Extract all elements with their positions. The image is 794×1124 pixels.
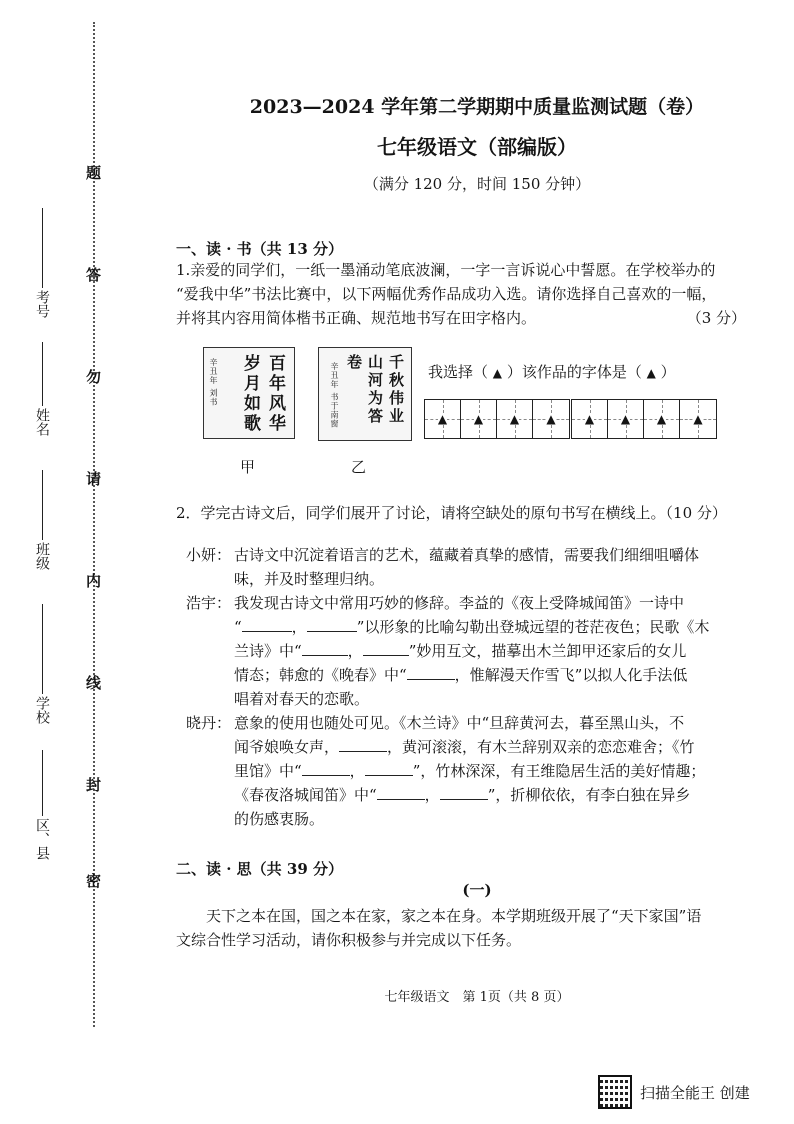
exam-number-field [32,206,52,322]
exam-number-blank[interactable] [42,208,43,288]
text-line: 味，并及时整理归纳。 [234,570,385,588]
label-b: 乙 [351,458,367,476]
poem-blank[interactable] [339,751,387,752]
work-b-seal: 辛丑年 书于南窗 [330,362,339,429]
q1-line: 1.亲爱的同学们，一纸一墨涌动笔底波澜，一字一言诉说心中誓愿。在学校举办的 [176,261,716,279]
text-line: 唱着对春天的恋歌。 [234,690,370,708]
text-line: 文综合性学习活动，请你积极参与并完成以下任务。 [176,931,522,949]
text-line: 古诗文中沉淀着语言的艺术，蕴藏着真挚的感情，需要我们细细咀嚼体 [234,546,700,564]
poem-blank[interactable] [407,679,455,680]
name-label: 姓名 [34,408,50,436]
poem-blank[interactable] [302,775,350,776]
calligraphy-work-a [203,347,295,439]
speaker-name: 浩宇： [186,594,232,612]
exam-title: 2023—2024 学年第二学期期中质量监测试题（卷） [249,96,705,118]
tianzige-cell[interactable]: ▲ [608,400,644,438]
speaker-text [234,543,699,591]
binding-char: 请 [86,470,102,488]
tianzige-cell[interactable]: ▲ [461,400,497,438]
binding-char: 封 [86,776,102,794]
binding-char: 答 [86,266,102,284]
scanner-watermark: 扫描全能王 创建 [640,1084,750,1102]
work-a-text: 百年风华岁月如歌 [240,354,285,434]
binding-char: 线 [86,674,102,692]
work-b-text: 千秋伟业山河为答卷 [345,354,405,426]
class-blank[interactable] [42,470,43,540]
text-line: 天下之本在国，国之本在家，家之本在身。本学期班级开展了“天下家国”语 [206,907,702,925]
school-label: 学校 [34,696,50,724]
speaker-xiaoyan [186,543,742,591]
tianzige-cell[interactable]: ▲ [497,400,533,438]
tianzige-grid-left [424,399,570,439]
exam-info: （满分 120 分，时间 150 分钟） [363,175,591,193]
poem-blank[interactable] [440,799,488,800]
name-field [32,340,52,440]
choice-text: 我选择（ [428,363,489,381]
label-a: 甲 [240,458,256,476]
speaker-name: 小妍： [186,546,232,564]
question-1 [176,258,746,330]
section-2-text [176,904,746,952]
poem-blank[interactable] [365,775,413,776]
q1-line-row [176,306,746,330]
question-2-intro: 2．学完古诗文后，同学们展开了讨论，请将空缺处的原句书写在横线上。（10 分） [176,504,727,522]
name-blank[interactable] [42,342,43,406]
exam-subtitle: 七年级语文（部编版） [377,135,577,159]
text-line: 里馆》中“ ， ”，竹林深深，有王维隐居生活的美好情趣； [234,762,706,780]
q1-line: “爱我中华”书法比赛中，以下两幅优秀作品成功入选。请你选择自己喜欢的一幅， [176,285,717,303]
tianzige-cell[interactable]: ▲ [680,400,716,438]
discussion [186,543,742,831]
section-1-heading: 一、读 · 书（共 13 分） [176,240,343,258]
district-label: 区、县 [34,818,50,860]
tianzige-cell[interactable]: ▲ [572,400,608,438]
speaker-haoyu [186,591,742,711]
choice-line [428,360,676,385]
tianzige-cell[interactable]: ▲ [644,400,680,438]
binding-char: 勿 [86,368,102,386]
school-field [32,602,52,728]
page-footer: 七年级语文 第 1页（共 8 页） [384,990,570,1005]
class-label: 班级 [34,542,50,570]
text-line: 兰诗》中“ ， ”妙用互文，描摹出木兰卸甲还家后的女儿 [234,642,687,660]
binding-char: 题 [86,164,102,182]
poem-blank[interactable] [302,655,348,656]
speaker-text [234,711,705,831]
text-line: 情态；韩愈的《晚春》中“ ，惟解漫天作雪飞”以拟人化手法低 [234,666,688,684]
class-field [32,468,52,574]
poem-blank[interactable] [242,631,292,632]
exam-number-label: 考号 [34,290,50,318]
binding-char: 密 [86,872,102,890]
font-style-blank[interactable]: ▲ [646,366,656,380]
poem-blank[interactable] [307,631,357,632]
district-blank[interactable] [42,750,43,816]
tianzige-cell[interactable]: ▲ [425,400,461,438]
school-blank[interactable] [42,604,43,694]
choice-text: ）该作品的字体是（ [506,363,642,381]
qr-code-icon [598,1075,632,1109]
text-line: 的伤感衷肠。 [234,810,325,828]
q1-points: （3 分） [686,309,746,327]
speaker-name: 晓丹： [186,714,232,732]
work-a-seal: 辛丑年 刘书 [209,358,218,407]
speaker-xiaodan [186,711,742,831]
q1-line: 并将其内容用简体楷书正确、规范地书写在田字格内。 [176,309,537,327]
work-choice-blank[interactable]: ▲ [492,366,503,380]
text-line: 意象的使用也随处可见。《木兰诗》中“旦辞黄河去，暮至黑山头，不 [234,714,685,732]
binding-char: 内 [86,572,102,590]
poem-blank[interactable] [363,655,409,656]
district-field [32,748,52,864]
text-line: “ ， ”以形象的比喻勾勒出登城远望的苍茫夜色；民歌《木 [234,618,710,636]
choice-text: ） [660,363,676,381]
text-line: 《春夜洛城闻笛》中“ ， ”，折柳依依，有李白独在异乡 [234,786,691,804]
calligraphy-work-b [318,347,412,441]
speaker-text [234,591,709,711]
text-line: 我发现古诗文中常用巧妙的修辞。李益的《夜上受降城闻笛》一诗中 [234,594,685,612]
poem-blank[interactable] [377,799,425,800]
tianzige-cell[interactable]: ▲ [533,400,569,438]
text-line: 闻爷娘唤女声， ，黄河滚滚，有木兰辞别双亲的恋恋难舍；《竹 [234,738,695,756]
section-2-part: (一) [462,881,492,899]
section-2-heading: 二、读 · 思（共 39 分） [176,860,343,878]
tianzige-grid-right [571,399,717,439]
